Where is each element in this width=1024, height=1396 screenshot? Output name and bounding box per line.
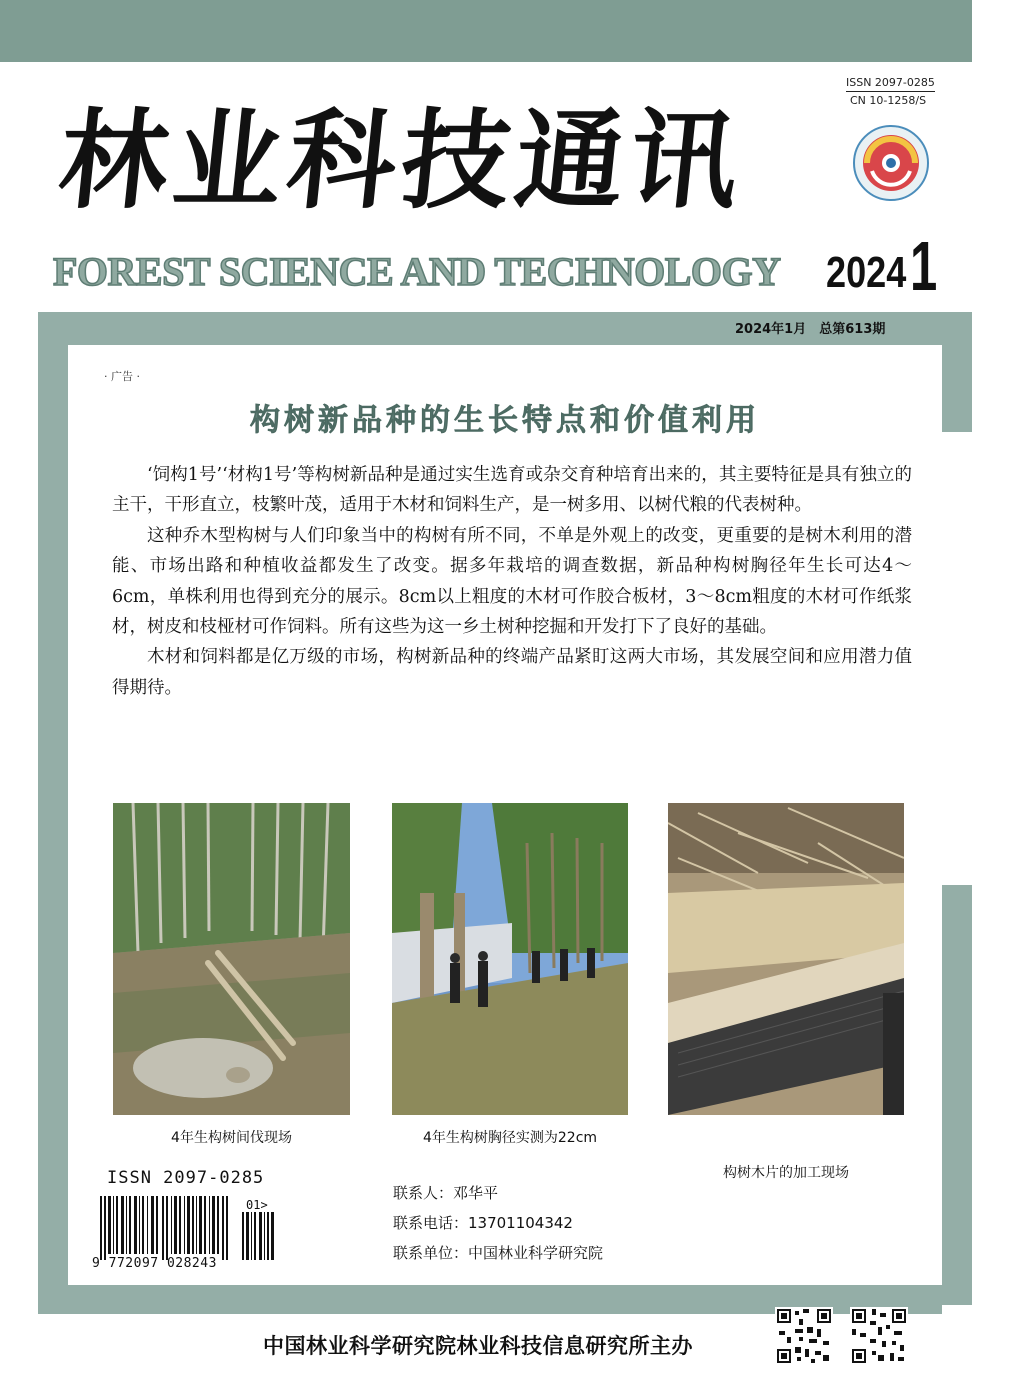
issue-date-line: 2024年1月 总第613期 [735, 322, 886, 337]
diameter-measurement-photo [392, 803, 628, 1115]
photo-caption: 4年生构树间伐现场 [171, 1130, 292, 1146]
photo-caption: 4年生构树胸径实测为22cm [422, 1130, 598, 1146]
advertisement-label: · 广告 · [104, 370, 140, 383]
issue-number: 1 [910, 227, 938, 305]
top-color-band [0, 0, 972, 62]
barcode-icon [96, 1196, 236, 1260]
barcode-addon-digits: 01> [246, 1198, 268, 1212]
body-paragraph: 这种乔木型构树与人们印象当中的构树有所不同，不单是外观上的改变，更重要的是树木利用的潜能、市场出路和种植收益都发生了改变。据多年栽培的调查数据，新品种构树胸径年生长可达4～6cm，单株利用也得到充分的展示。8cm以上粗度的木材可作胶合板材，3～8cm粗度的木材可作纸浆材，树皮和枝桠材可作饲料。所有这些为这一乡土树种挖掘和开发打下了良好的基础。 [112, 525, 912, 638]
contact-person: 联系人：邓华平 [393, 1184, 499, 1202]
contact-unit: 联系单位：中国林业科学研究院 [393, 1244, 604, 1262]
quality-journal-badge-icon [852, 124, 930, 202]
publisher-line: 中国林业科学研究院林业科技信息研究所主办 [263, 1334, 693, 1358]
thinning-site-photo [113, 803, 350, 1115]
qr-code-icon [775, 1307, 833, 1365]
journal-title-english: FOREST SCIENCE AND TECHNOLOGY [53, 249, 781, 294]
contact-phone: 联系电话：13701104342 [393, 1214, 573, 1232]
issn-number: ISSN 2097-0285 [846, 76, 935, 89]
cn-number: CN 10-1258/S [846, 91, 935, 109]
issn-cn-block [846, 74, 935, 109]
body-paragraph: 木材和饲料都是亿万级的市场，构树新品种的终端产品紧盯这两大市场，其发展空间和应用潜力值得期待。 [112, 647, 912, 698]
advertisement-body [112, 460, 912, 703]
body-paragraph: ‘饲构1号’‘材构1号’等构树新品种是通过实生选育或杂交育种培育出来的，其主要特征是具有独立的主干，干形直立，枝繁叶茂，适用于木材和饲料生产，是一树多用、以树代粮的代表树种。 [112, 465, 912, 516]
barcode-issn-label: ISSN 2097-0285 [107, 1168, 265, 1188]
advertisement-title: 构树新品种的生长特点和价值利用 [250, 403, 760, 438]
barcode-digits: 9 772097 028243 [92, 1256, 217, 1271]
issue-year: 2024 [826, 248, 907, 297]
photo-caption: 构树木片的加工现场 [723, 1165, 849, 1181]
qr-code-icon [850, 1307, 908, 1365]
right-color-band-upper [942, 312, 972, 432]
journal-title-chinese: 林业科技通讯 [53, 98, 751, 224]
wood-chip-processing-photo [668, 803, 904, 1115]
right-color-band-lower [942, 885, 972, 1305]
